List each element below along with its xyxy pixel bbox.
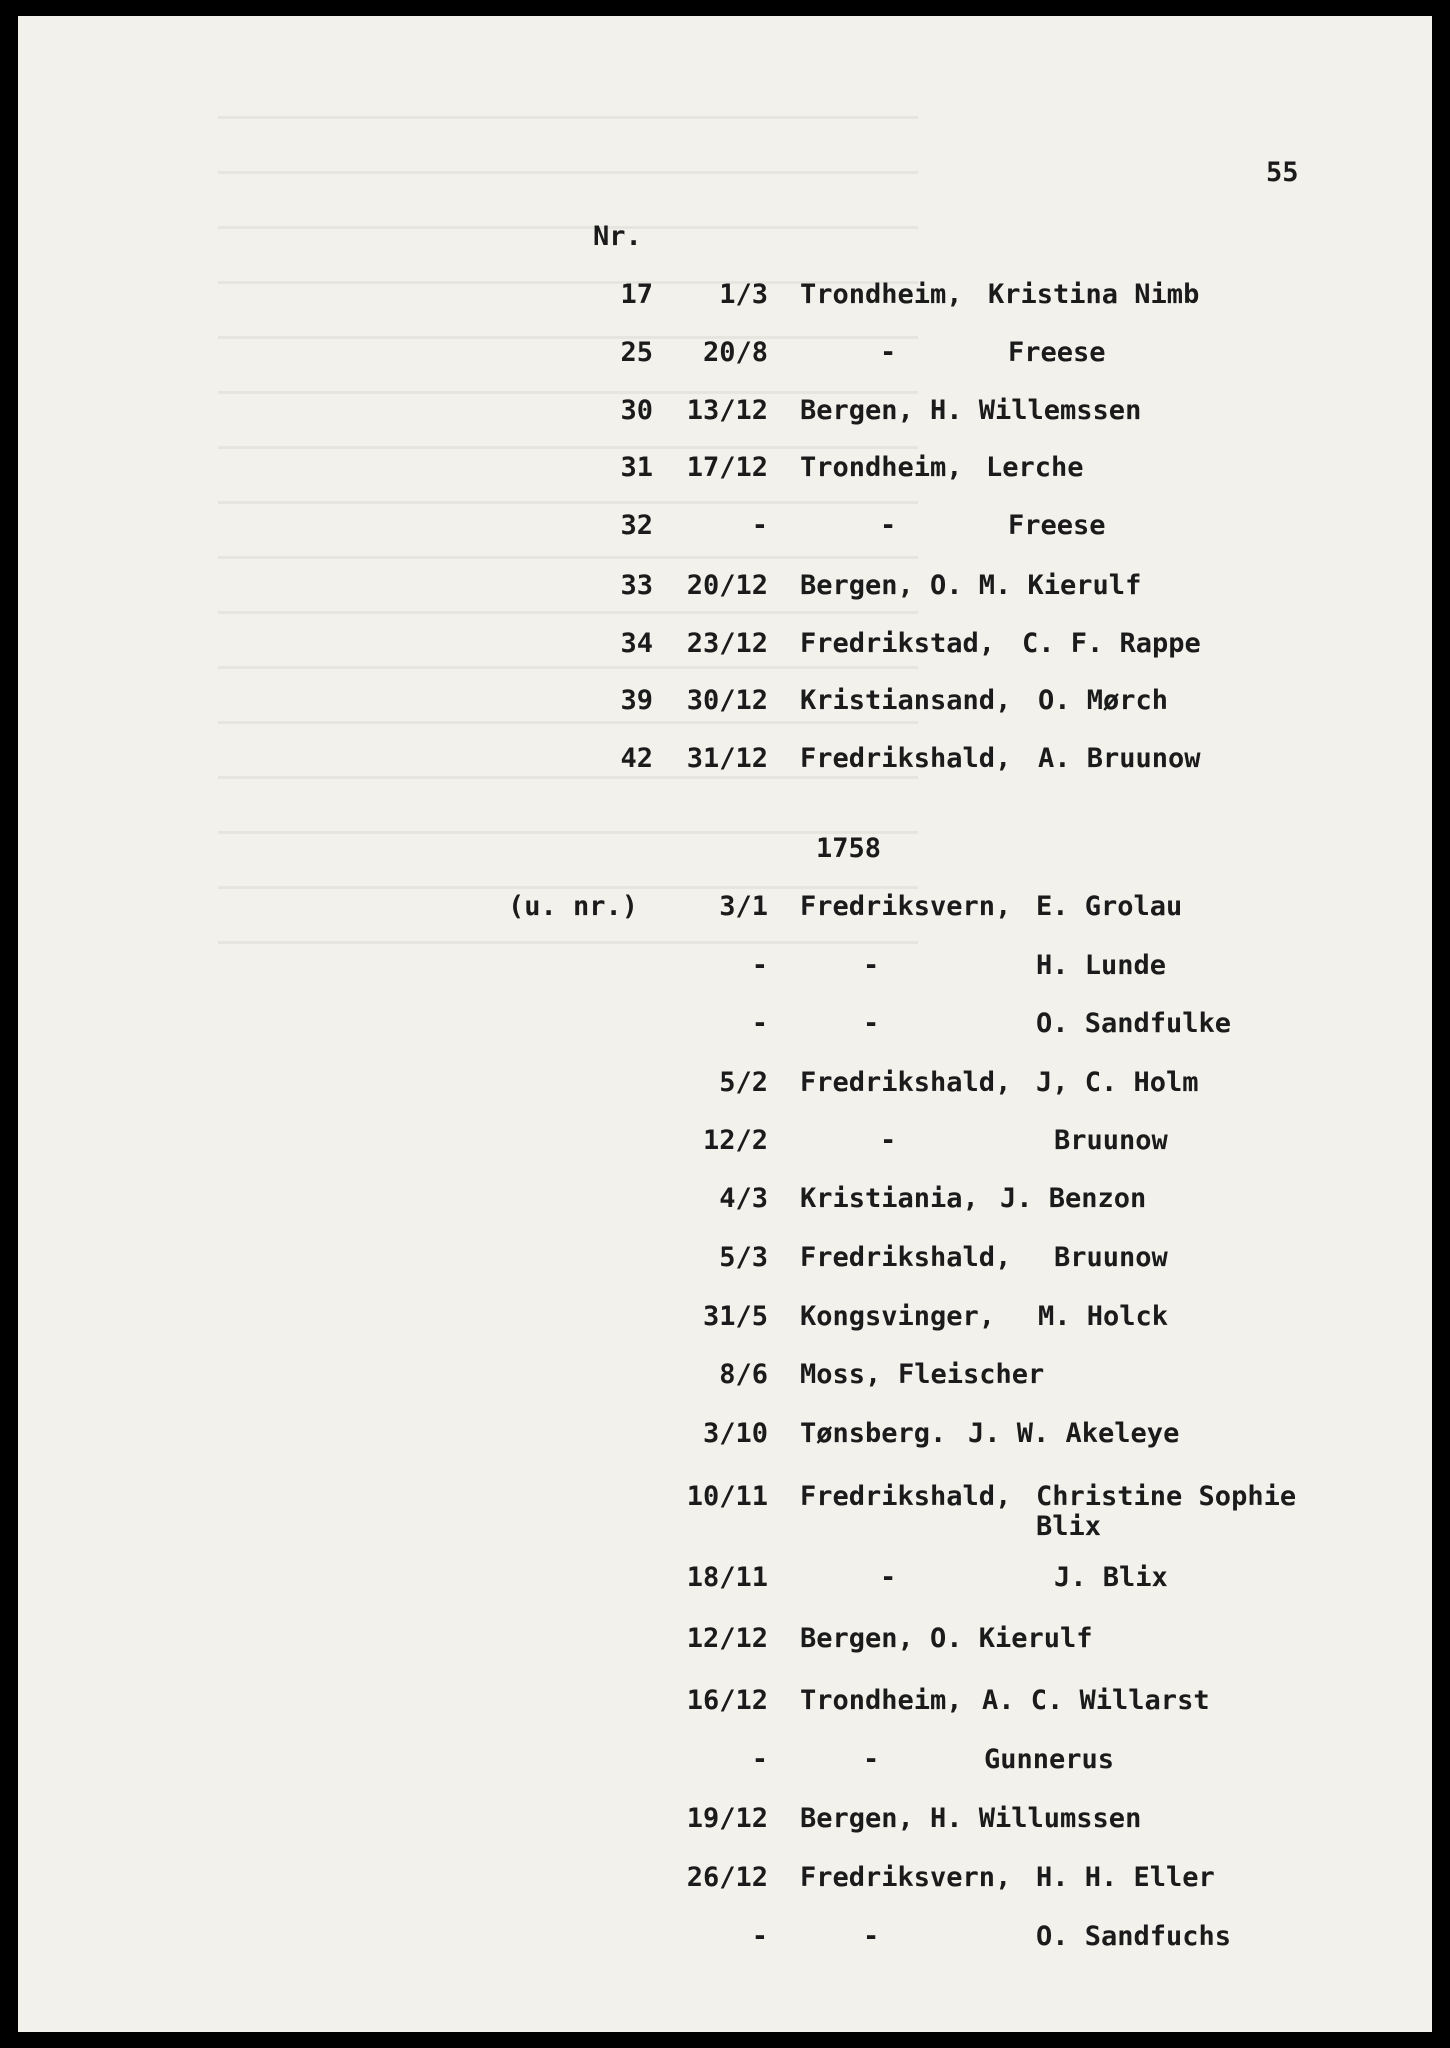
- entry-person: O. Kierulf: [930, 1623, 1093, 1654]
- entry-date: 3/1: [719, 891, 768, 922]
- entry-person: H. Willumssen: [930, 1803, 1142, 1834]
- page-number: 55: [1266, 157, 1299, 188]
- entry-place: Fredriksvern,: [800, 1862, 1012, 1893]
- entry-place: Bergen,: [800, 1803, 914, 1834]
- entry-person: M. Holck: [1038, 1301, 1169, 1332]
- entry-date: 26/12: [686, 1862, 768, 1893]
- entry-date: 19/12: [686, 1803, 768, 1834]
- entry-person: Bruunow: [1054, 1125, 1168, 1156]
- entry-person-line: Blix: [1036, 1511, 1102, 1542]
- entry-date: 12/12: [686, 1623, 768, 1654]
- entry-place: Fredrikshald,: [800, 1242, 1012, 1273]
- entry-nr: 25: [620, 337, 653, 368]
- entry-date: 3/10: [702, 1418, 768, 1449]
- entry-person: H. Willemssen: [930, 395, 1142, 426]
- entry-place: Tønsberg.: [800, 1418, 947, 1449]
- entry-person: J. Blix: [1054, 1562, 1168, 1593]
- entry-date: 1/3: [719, 279, 768, 310]
- entry-person: J. W. Akeleye: [968, 1418, 1180, 1449]
- entry-place: Trondheim,: [800, 1685, 963, 1716]
- entry-date: 18/11: [686, 1562, 768, 1593]
- entry-place: -: [880, 1125, 897, 1156]
- entry-place: Fredrikshald,: [800, 1481, 1012, 1512]
- entry-place: -: [863, 950, 880, 981]
- document-page: [18, 16, 1432, 2032]
- entry-place: Fredrikshald,: [800, 743, 1012, 774]
- bleed-through: [218, 96, 918, 996]
- entry-person: O. Sandfuchs: [1036, 1921, 1232, 1952]
- entry-date: 5/3: [719, 1242, 768, 1273]
- entry-place: Kristiansand,: [800, 685, 1012, 716]
- entry-place: -: [863, 1921, 880, 1952]
- entry-person: [1036, 1482, 1296, 1542]
- entry-date: 31/5: [702, 1301, 768, 1332]
- entry-person: Fleischer: [898, 1359, 1045, 1390]
- entry-person: Freese: [1008, 510, 1106, 541]
- entry-person: H. H. Eller: [1036, 1862, 1215, 1893]
- entry-place: Fredrikshald,: [800, 1067, 1012, 1098]
- entry-person: J, C. Holm: [1036, 1067, 1199, 1098]
- entry-person: O. Mørch: [1038, 685, 1169, 716]
- entry-nr: 17: [620, 279, 653, 310]
- entry-place: -: [880, 510, 897, 541]
- year-heading: 1758: [816, 833, 882, 864]
- entry-place: Fredriksvern,: [800, 891, 1012, 922]
- entry-person: H. Lunde: [1036, 950, 1167, 981]
- entry-person: O. Sandfulke: [1036, 1008, 1232, 1039]
- column-heading: Nr.: [593, 221, 642, 252]
- entry-date: 20/8: [702, 337, 768, 368]
- entry-place: Trondheim,: [800, 279, 963, 310]
- entry-place: -: [880, 337, 897, 368]
- entry-person: J. Benzon: [1000, 1183, 1147, 1214]
- entry-date: 8/6: [719, 1359, 768, 1390]
- entry-place: -: [880, 1562, 897, 1593]
- entry-place: Bergen,: [800, 395, 914, 426]
- entry-place: Bergen,: [800, 1623, 914, 1654]
- entry-person: C. F. Rappe: [1022, 628, 1201, 659]
- entry-date: 4/3: [719, 1183, 768, 1214]
- entry-nr: 32: [620, 510, 653, 541]
- entry-nr: 31: [620, 452, 653, 483]
- entry-date: 30/12: [686, 685, 768, 716]
- entry-person-line: Christine Sophie: [1036, 1481, 1297, 1512]
- entry-nr: 39: [620, 685, 653, 716]
- entry-date: -: [751, 1008, 768, 1039]
- entry-place: -: [863, 1008, 880, 1039]
- entry-nr: 34: [620, 628, 653, 659]
- entry-person: Lerche: [986, 452, 1084, 483]
- entry-place: Kristiania,: [800, 1183, 979, 1214]
- entry-place: Moss,: [800, 1359, 882, 1390]
- entry-nr: 33: [620, 570, 653, 601]
- entry-place: -: [863, 1744, 880, 1775]
- entry-person: Freese: [1008, 337, 1106, 368]
- entry-person: A. C. Willarst: [982, 1685, 1210, 1716]
- entry-person: Gunnerus: [984, 1744, 1115, 1775]
- entry-nr: 42: [620, 743, 653, 774]
- entry-date: 23/12: [686, 628, 768, 659]
- entry-person: Kristina Nimb: [988, 279, 1200, 310]
- entry-note: (u. nr.): [507, 891, 638, 922]
- entry-date: -: [751, 950, 768, 981]
- entry-person: E. Grolau: [1036, 891, 1183, 922]
- entry-place: Kongsvinger,: [800, 1301, 996, 1332]
- entry-date: 20/12: [686, 570, 768, 601]
- entry-date: -: [751, 1921, 768, 1952]
- entry-person: Bruunow: [1054, 1242, 1168, 1273]
- entry-date: 12/2: [702, 1125, 768, 1156]
- entry-person: O. M. Kierulf: [930, 570, 1142, 601]
- entry-date: 16/12: [686, 1685, 768, 1716]
- entry-place: Bergen,: [800, 570, 914, 601]
- entry-date: 10/11: [686, 1481, 768, 1512]
- entry-date: -: [751, 510, 768, 541]
- entry-date: -: [751, 1744, 768, 1775]
- entry-place: Trondheim,: [800, 452, 963, 483]
- entry-place: Fredrikstad,: [800, 628, 996, 659]
- entry-person: A. Bruunow: [1038, 743, 1201, 774]
- entry-nr: 30: [620, 395, 653, 426]
- entry-date: 13/12: [686, 395, 768, 426]
- entry-date: 5/2: [719, 1067, 768, 1098]
- entry-date: 17/12: [686, 452, 768, 483]
- entry-date: 31/12: [686, 743, 768, 774]
